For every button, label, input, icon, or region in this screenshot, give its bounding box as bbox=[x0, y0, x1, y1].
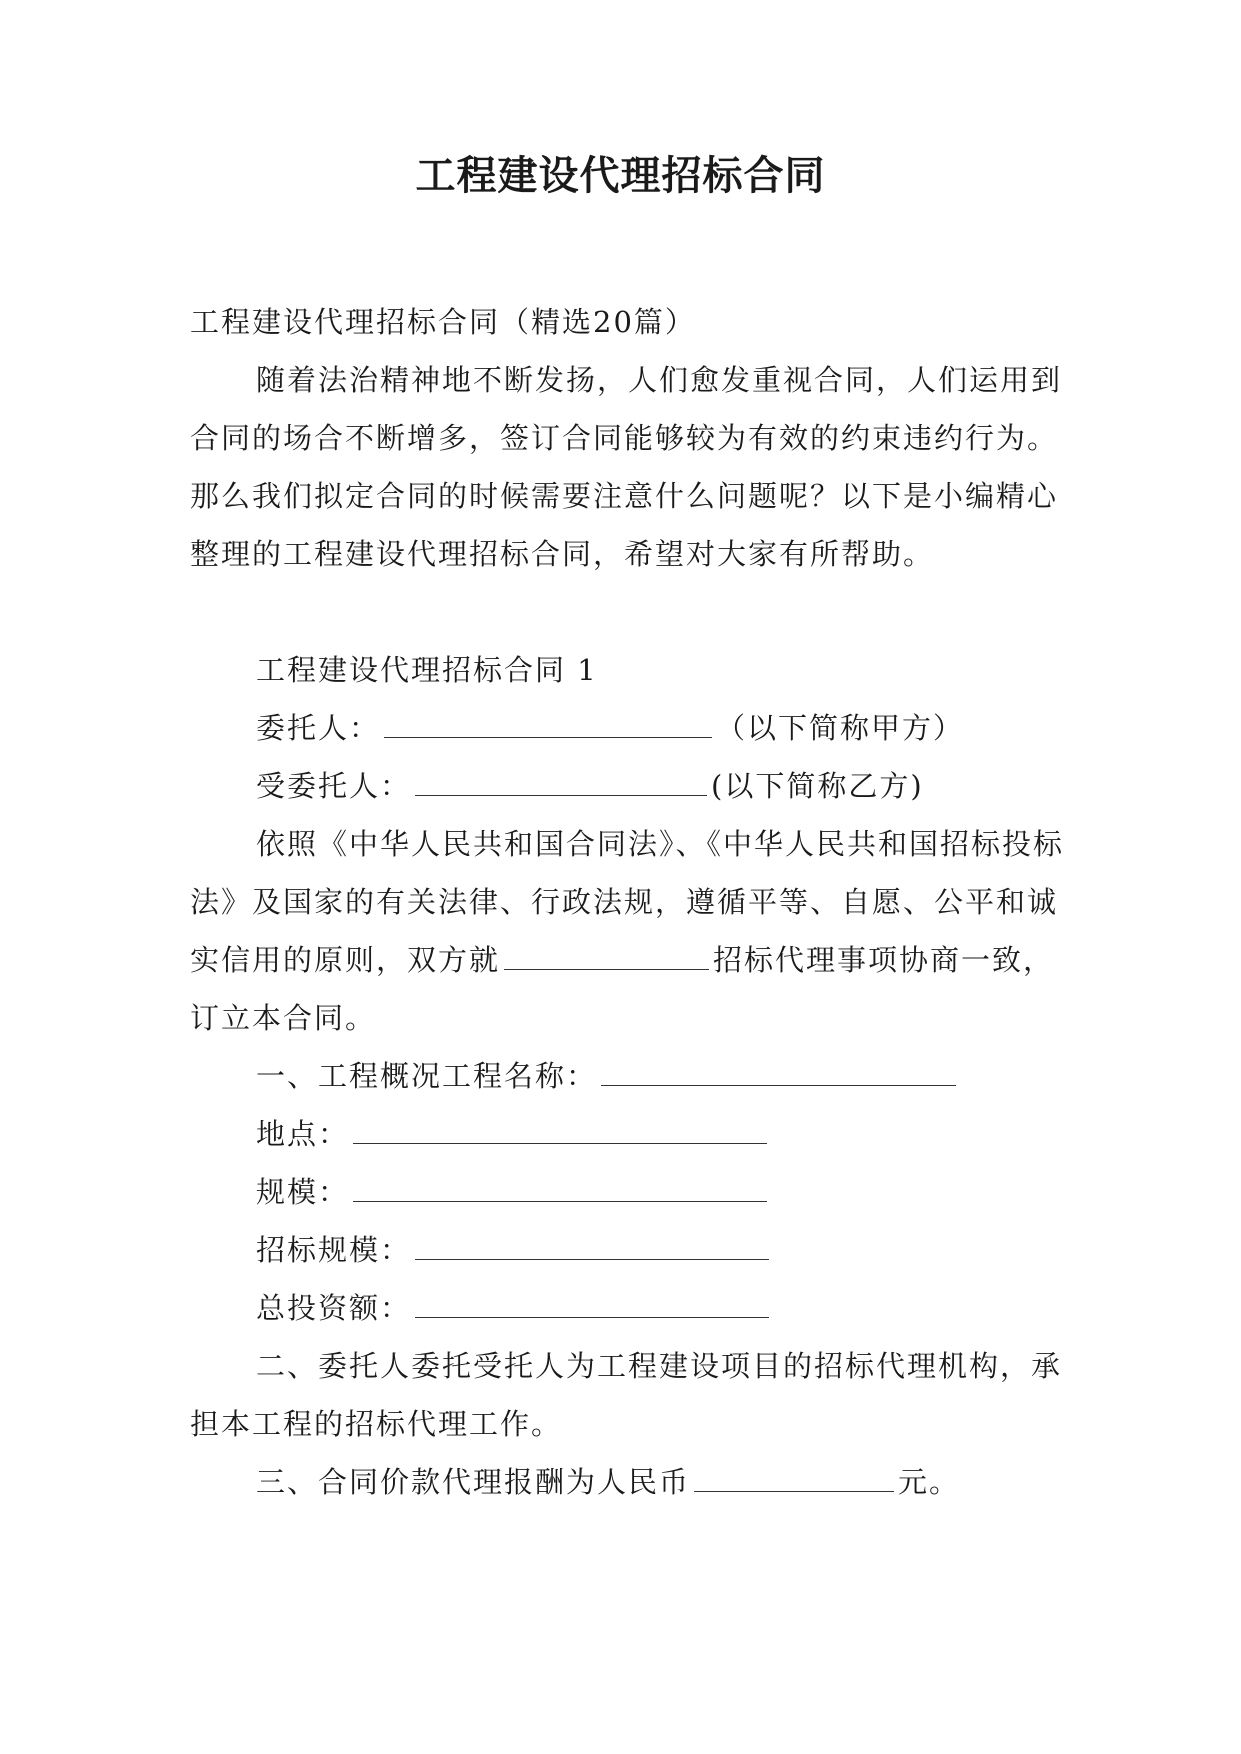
document-title: 工程建设代理招标合同 bbox=[415, 153, 826, 199]
fee-blank bbox=[694, 1469, 894, 1492]
location-label: 地点： bbox=[256, 1117, 350, 1151]
agent-suffix: (以下简称乙方) bbox=[711, 769, 924, 803]
document-subtitle: 工程建设代理招标合同（精选20篇） bbox=[190, 305, 696, 339]
scale-label: 规模： bbox=[256, 1175, 350, 1209]
scale-blank bbox=[353, 1179, 767, 1202]
client-line bbox=[190, 699, 1070, 757]
investment-blank bbox=[415, 1295, 769, 1318]
investment-label: 总投资额： bbox=[256, 1291, 412, 1325]
client-label: 委托人： bbox=[256, 711, 381, 745]
basis-paragraph bbox=[190, 815, 1070, 1047]
section2-paragraph: 二、委托人委托受托人为工程建设项目的招标代理机构，承担本工程的招标代理工作。 bbox=[190, 1349, 1063, 1441]
section3-suffix: 元。 bbox=[898, 1465, 961, 1499]
investment-line bbox=[190, 1279, 1070, 1337]
project-name-blank bbox=[601, 1063, 956, 1086]
section3-line bbox=[190, 1453, 1070, 1511]
bid-scale-blank bbox=[415, 1237, 769, 1260]
section1-line bbox=[190, 1047, 1070, 1105]
project-blank bbox=[504, 947, 709, 970]
document-body bbox=[190, 293, 1070, 1511]
contract-heading: 工程建设代理招标合同 1 bbox=[256, 653, 598, 687]
agent-label: 受委托人： bbox=[256, 769, 412, 803]
intro-paragraph: 随着法治精神地不断发扬，人们愈发重视合同，人们运用到合同的场合不断增多，签订合同能够较为有效的约束违约行为。那么我们拟定合同的时候需要注意什么问题呢？以下是小编精心整理的工程建设代理招标合同，希望对大家有所帮助。 bbox=[190, 363, 1063, 571]
section1-label: 一、工程概况工程名称： bbox=[256, 1059, 598, 1093]
agent-line bbox=[190, 757, 1070, 815]
bid-scale-line bbox=[190, 1221, 1070, 1279]
basis-text-part1: 依照《中华人民共和国合同法》、《中华人民共和国招标投标法》及国家的有关法律、行政法规，遵循平等、自愿、公平和诚实信用的原则，双方就 bbox=[190, 827, 1065, 977]
scale-line bbox=[190, 1163, 1070, 1221]
location-line bbox=[190, 1105, 1070, 1163]
section3-label: 三、合同价款代理报酬为人民币 bbox=[256, 1465, 691, 1499]
basis-text-part2: 招标代理事项协商一致，订立本合同。 bbox=[190, 943, 1055, 1035]
client-suffix: （以下简称甲方） bbox=[716, 711, 965, 745]
agent-blank bbox=[415, 773, 707, 796]
location-blank bbox=[353, 1121, 767, 1144]
paragraph-gap bbox=[190, 583, 1070, 641]
client-blank bbox=[384, 715, 712, 738]
bid-scale-label: 招标规模： bbox=[256, 1233, 412, 1267]
